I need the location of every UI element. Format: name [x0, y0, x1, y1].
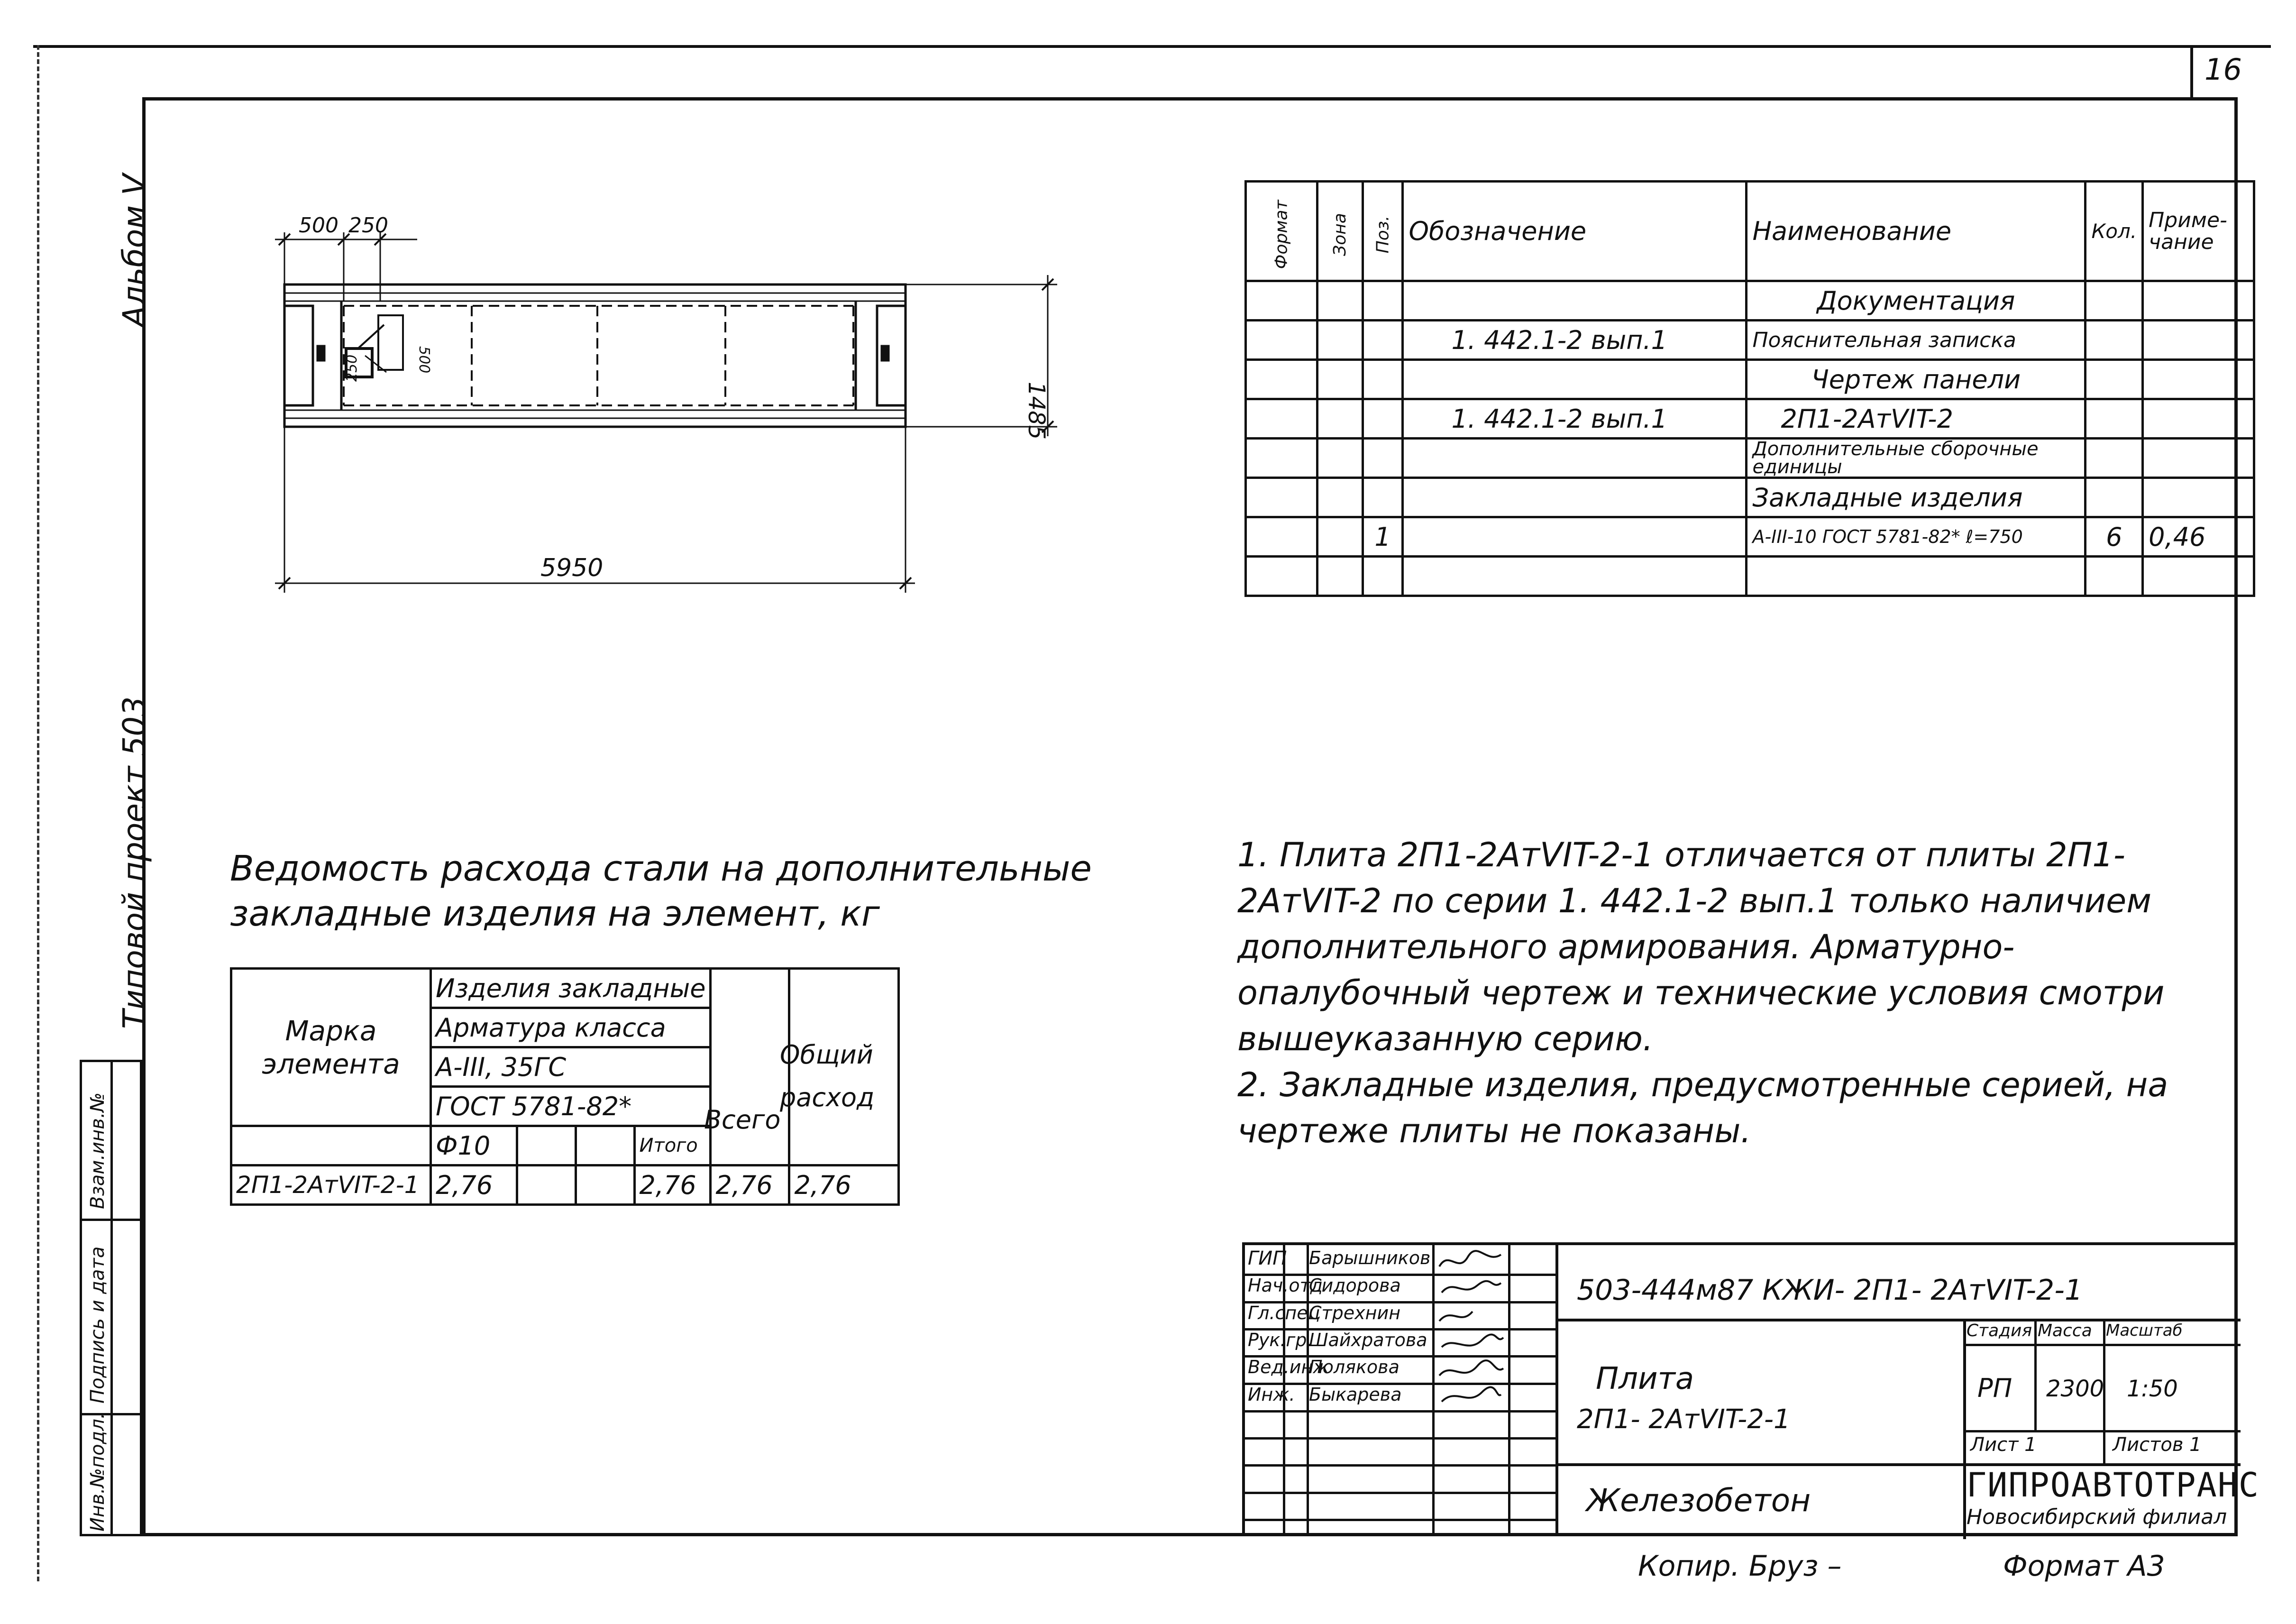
role-1: ГИП	[1248, 1248, 1287, 1269]
role-3: Гл.спец	[1248, 1303, 1320, 1323]
role-5: Вед.инж	[1248, 1357, 1329, 1377]
spec-row-pos: 1	[1363, 517, 1403, 557]
spec-row-name: 2П1-2АтVIT-2	[1747, 399, 2086, 439]
copied-by: Копир. Бруз –	[1638, 1550, 1842, 1583]
spec-row-designation: 1. 442.1-2 вып.1	[1403, 399, 1747, 439]
spec-row-designation: 1. 442.1-2 вып.1	[1403, 321, 1747, 360]
outer-top-line	[33, 45, 2271, 48]
note-1: 1. Плита 2П1-2АтVIT-2-1 отличается от плиты 2П1-2АтVIT-2 по серии 1. 442.1-2 вып.1 только наличием дополнительного армирования. Арматурно-опалубочный чертеж и технические условия смотри вышеуказанную серию.	[1237, 835, 2165, 1058]
dim-500-top: 500	[299, 213, 338, 238]
spec-row-name: Чертеж панели	[1747, 360, 2086, 399]
spec-row	[1246, 360, 2254, 399]
outer-left-line	[37, 45, 39, 1581]
spec-row-name: Закладные изделия	[1747, 478, 2086, 517]
project-label: Типовой проект 503	[116, 696, 153, 1029]
sheet-number: 16	[2205, 52, 2242, 87]
spec-row	[1246, 439, 2254, 478]
dim-height: 1485	[1023, 382, 1050, 440]
spec-header-format: Формат	[1271, 200, 1291, 269]
doc-code: 503-444м87 КЖИ- 2П1- 2АтVIT-2-1	[1577, 1274, 2083, 1307]
stage-value: РП	[1977, 1373, 2012, 1403]
stage-header: Стадия	[1967, 1321, 2032, 1340]
steel-row-mark: 2П1-2АтVIT-2-1	[231, 1165, 431, 1205]
organization: ГИПРОАВТОТРАНС	[1967, 1466, 2260, 1505]
spec-header-pos: Поз.	[1373, 215, 1393, 254]
note-2: 2. Закладные изделия, предусмотренные серией, на чертеже плиты не показаны.	[1237, 1065, 2168, 1150]
sheet-value: Лист 1	[1970, 1434, 2037, 1456]
steel-row-itogo: 2,76	[634, 1165, 711, 1205]
steel-header-class: Арматура класса	[431, 1008, 711, 1047]
spec-header-name: Наименование	[1747, 182, 2086, 281]
strip-label-replace: Взам.инв.№	[87, 1092, 109, 1209]
person-4: Шайхратова	[1309, 1330, 1427, 1350]
scale-header: Масштаб	[2106, 1321, 2183, 1340]
spec-row	[1246, 399, 2254, 439]
specification-table	[1244, 180, 2255, 597]
product-mark: 2П1- 2АтVIT-2-1	[1577, 1404, 1791, 1435]
spec-header-zone: Зона	[1330, 213, 1350, 256]
dim-500-inner: 500	[416, 346, 432, 374]
spec-row-note: 0,46	[2143, 517, 2254, 557]
steel-row	[231, 1165, 899, 1205]
steel-header-mark: Марка элемента	[231, 969, 431, 1126]
dim-250-top: 250	[348, 213, 388, 238]
person-5: Полякова	[1309, 1357, 1400, 1377]
steel-gost: ГОСТ 5781-82*	[431, 1087, 711, 1126]
spec-row-qty: 6	[2086, 517, 2143, 557]
strip-label-inv: Инв.№подл.	[87, 1413, 109, 1532]
spec-row-name: Пояснительная записка	[1747, 321, 2086, 360]
steel-row-general: 2,76	[789, 1165, 899, 1205]
role-6: Инж.	[1248, 1384, 1295, 1405]
dim-length: 5950	[540, 554, 604, 582]
spec-header-note: Приме- чание	[2143, 182, 2254, 281]
spec-row-name: Дополнительные сборочные единицы	[1747, 439, 2086, 478]
strip-label-sign: Подпись и дата	[87, 1246, 109, 1404]
spec-row	[1246, 557, 2254, 596]
person-1: Барышников	[1309, 1248, 1431, 1268]
title-block	[1242, 1242, 2260, 1536]
sheet-format: Формат А3	[2003, 1550, 2165, 1583]
signatures	[1435, 1245, 1506, 1411]
slab-drawing	[256, 204, 1062, 607]
mass-value: 2300	[2046, 1376, 2104, 1402]
spec-row-name: А-III-10 ГОСТ 5781-82* ℓ=750	[1747, 517, 2086, 557]
branch: Новосибирский филиал	[1967, 1505, 2227, 1529]
notes	[1237, 832, 2228, 1154]
steel-header-total: Всего	[704, 1105, 781, 1135]
spec-header-designation: Обозначение	[1403, 182, 1747, 281]
mass-header: Масса	[2038, 1321, 2092, 1340]
steel-row-d10: 2,76	[431, 1165, 517, 1205]
steel-row-total: 2,76	[711, 1165, 789, 1205]
steel-table-title: Ведомость расхода стали на дополнительные закладные изделия на элемент, кг	[230, 848, 1092, 934]
spec-row	[1246, 281, 2254, 321]
steel-itogo: Итого	[634, 1126, 711, 1165]
material: Железобетон	[1586, 1482, 1811, 1519]
spec-row-name: Документация	[1747, 281, 2086, 321]
steel-diam: Ф10	[431, 1126, 517, 1165]
album-label: Альбом V	[116, 174, 153, 327]
person-6: Быкарева	[1309, 1384, 1402, 1405]
person-2: Сидорова	[1309, 1275, 1401, 1296]
sheets-value: Листов 1	[2113, 1434, 2202, 1456]
steel-header-general: Общий расход	[780, 1040, 875, 1112]
spec-header-qty: Кол.	[2086, 182, 2143, 281]
spec-row	[1246, 478, 2254, 517]
approval-stamp-strip	[80, 1060, 142, 1536]
steel-header-group: Изделия закладные	[431, 969, 711, 1008]
person-3: Стрехнин	[1309, 1303, 1401, 1323]
spec-row	[1246, 517, 2254, 557]
product-name: Плита	[1596, 1361, 1694, 1396]
steel-grade: А-III, 35ГС	[431, 1047, 711, 1087]
role-4: Рук.гр.	[1248, 1330, 1313, 1350]
scale-value: 1:50	[2127, 1376, 2178, 1402]
spec-row	[1246, 321, 2254, 360]
role-2: Нач.отд	[1248, 1275, 1323, 1296]
dim-250-inner: 250	[344, 354, 360, 382]
